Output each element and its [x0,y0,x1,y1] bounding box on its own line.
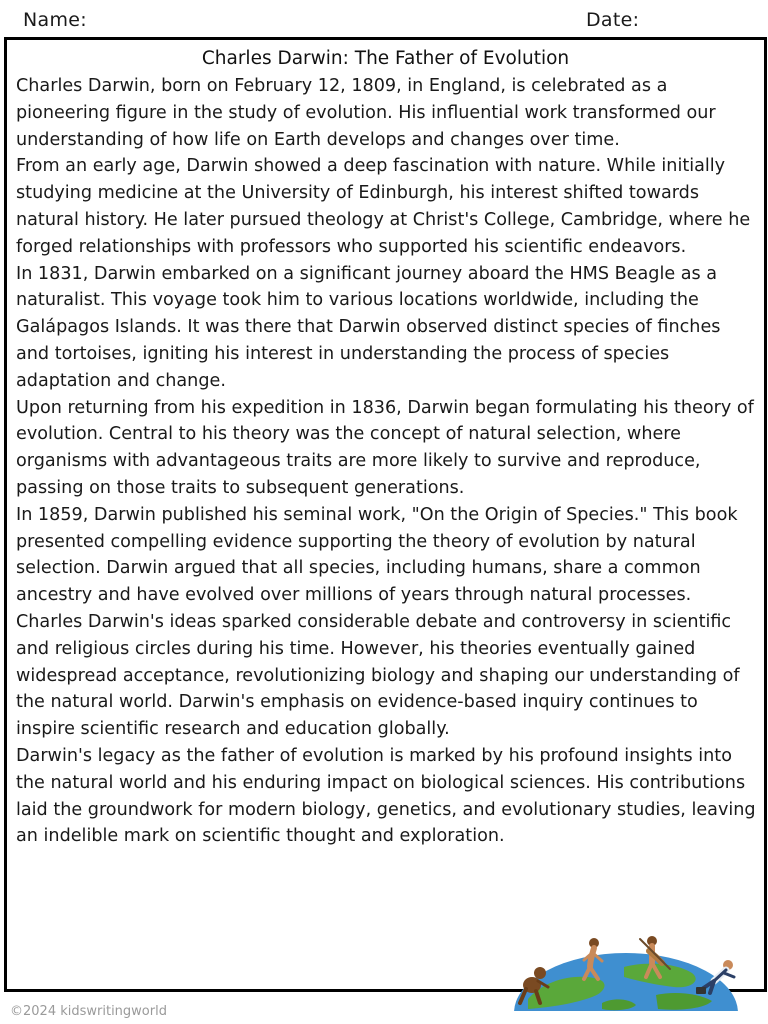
date-label: Date: [586,9,640,31]
paragraph-6: Charles Darwin's ideas sparked considerable debate and controversy in scientific and religious circles during his time. However, his theories eventually gained widespread acceptance, revolutionizing biology and shaping our understanding of the natural world. Darwin's emphasis on evidence-based inquiry continues to inspire scientific research and education globally. [16,611,740,740]
passage-title: Charles Darwin: The Father of Evolution [201,48,570,69]
paragraph-4: Upon returning from his expedition in 1836, Darwin began formulating his theory of evolution. Central to his theory was the concept of natural selection, where organisms with advantageous traits are more likely to survive and reproduce, passing on those traits to subsequent generations. [16,397,754,498]
passage-body [16,73,758,850]
name-label: Name: [23,9,87,31]
paragraph-3: In 1831, Darwin embarked on a significant journey aboard the HMS Beagle as a naturalist. This voyage took him to various locations worldwide, including the Galápagos Islands. It was there that Darwin observed distinct species of finches and tortoises, igniting his interest in understanding the process of species adaptation and change. [16,263,721,391]
evolution-globe-icon [506,933,746,1011]
paragraph-5: In 1859, Darwin published his seminal work, "On the Origin of Species." This book presented compelling evidence supporting the theory of evolution by natural selection. Darwin argued that all species, including humans, share a common ancestry and have evolved over millions of years through natural processes. [16,504,738,606]
paragraph-2: From an early age, Darwin showed a deep fascination with nature. While initially studying medicine at the University of Edinburgh, his interest shifted towards natural history. He later pursued theology at Christ's College, Cambridge, where he forged relationships with professors who supported his scientific endeavors. [16,156,751,257]
worksheet-header [0,8,768,36]
reading-passage-frame [4,37,767,992]
paragraph-7: Darwin's legacy as the father of evolution is marked by his profound insights into the natural world and his enduring impact on biological sciences. His contributions laid the groundwork for modern biology, genetics, and evolutionary studies, leaving an indelible mark on scientific thought and exploration. [16,745,756,847]
paragraph-1: Charles Darwin, born on February 12, 1809, in England, is celebrated as a pioneering figure in the study of evolution. His influential work transformed our understanding of how life on Earth develops and changes over time. [16,76,716,150]
copyright-notice: ©2024 kidswritingworld [10,1004,167,1019]
globe-icon [514,953,738,1011]
